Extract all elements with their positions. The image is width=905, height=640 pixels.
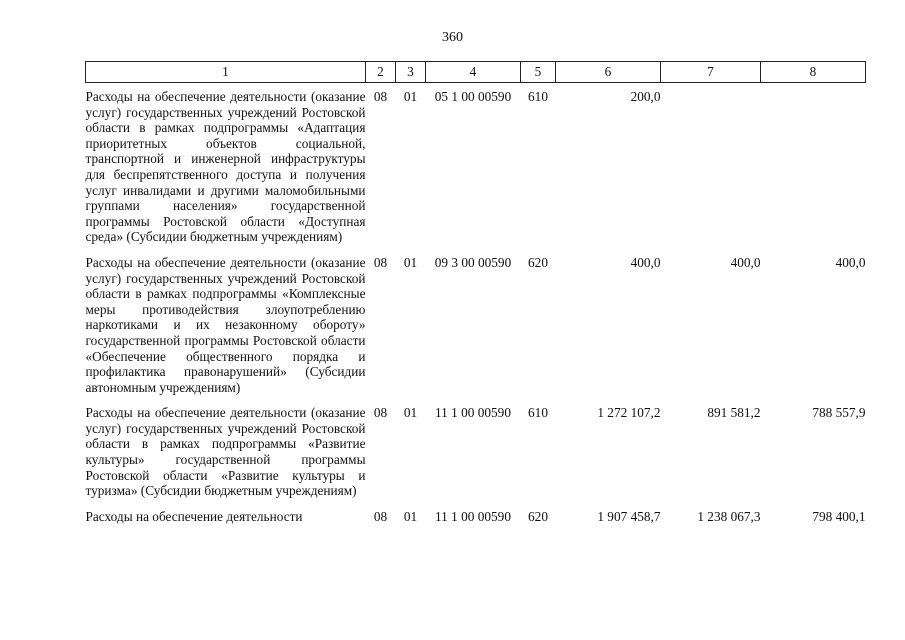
row-amount-2: 1 238 067,3 bbox=[697, 508, 761, 524]
page-number: 360 bbox=[442, 30, 463, 45]
row-amount-3 bbox=[761, 83, 866, 249]
row-target-code: 11 1 00 00590 bbox=[435, 508, 511, 524]
row-amount-3: 400,0 bbox=[835, 254, 866, 270]
row-description: Расходы на обеспечение деятельности (оказание услуг) государственных учреждений Ростовской области в рамках подпрограммы «Развитие культуры» государственной программы Ростовской области «Развитие культуры и туризма» (Субсидии бюджетным учреждениям) bbox=[85, 405, 366, 499]
row-section: 08 bbox=[373, 405, 388, 421]
row-expense-type: 620 bbox=[528, 508, 548, 524]
budget-table bbox=[85, 61, 866, 528]
row-amount-2 bbox=[661, 83, 761, 249]
row-target-code: 11 1 00 00590 bbox=[435, 405, 511, 421]
row-subsection: 01 bbox=[403, 405, 418, 421]
row-expense-type: 610 bbox=[528, 405, 548, 421]
row-amount-3: 788 557,9 bbox=[812, 405, 866, 421]
row-description: Расходы на обеспечение деятельности (оказание услуг) государственных учреждений Ростовской области в рамках подпрограммы «Адаптация приоритетных объектов социальной, транспортной и инженерной инфраструктуры для беспрепятственного доступа и получения услуг инвалидами и другими маломобильными группами населения» государственной программы Ростовской области «Доступная среда» (Субсидии бюджетным учреждениям) bbox=[85, 89, 366, 245]
row-section: 08 bbox=[373, 89, 388, 104]
row-subsection: 01 bbox=[403, 89, 418, 104]
row-section: 08 bbox=[373, 254, 388, 270]
row-description: Расходы на обеспечение деятельности bbox=[85, 508, 303, 524]
column-header: 5 bbox=[521, 62, 556, 83]
row-subsection: 01 bbox=[403, 254, 418, 270]
row-amount-1: 400,0 bbox=[630, 254, 661, 270]
row-expense-type: 620 bbox=[528, 254, 548, 270]
column-header: 8 bbox=[761, 62, 866, 83]
row-target-code: 05 1 00 00590 bbox=[434, 89, 512, 104]
row-amount-2: 891 581,2 bbox=[707, 405, 761, 421]
column-header: 2 bbox=[366, 62, 396, 83]
table-header-row bbox=[86, 62, 866, 83]
column-header: 6 bbox=[556, 62, 661, 83]
row-amount-2: 400,0 bbox=[730, 254, 761, 270]
row-target-code: 09 3 00 00590 bbox=[434, 254, 512, 270]
row-amount-1: 200,0 bbox=[630, 89, 661, 104]
row-description: Расходы на обеспечение деятельности (оказание услуг) государственных учреждений Ростовской области в рамках подпрограммы «Комплексные меры противодействия злоупотреблению наркотиками и их незаконному обороту» государственной программы Ростовской области «Обеспечение общественного порядка и профилактика правонарушений» (Субсидии автономным учреждениям) bbox=[85, 254, 366, 395]
row-subsection: 01 bbox=[403, 508, 418, 524]
table-row bbox=[86, 399, 866, 503]
table-row bbox=[86, 503, 866, 529]
column-header: 1 bbox=[86, 62, 366, 83]
row-section: 08 bbox=[373, 508, 388, 524]
row-expense-type: 610 bbox=[528, 89, 548, 104]
column-header: 4 bbox=[426, 62, 521, 83]
column-header: 7 bbox=[661, 62, 761, 83]
table-row bbox=[86, 249, 866, 399]
row-amount-3: 798 400,1 bbox=[812, 508, 866, 524]
row-amount-1: 1 907 458,7 bbox=[597, 508, 661, 524]
table-row bbox=[86, 83, 866, 249]
column-header: 3 bbox=[396, 62, 426, 83]
row-amount-1: 1 272 107,2 bbox=[597, 405, 661, 421]
